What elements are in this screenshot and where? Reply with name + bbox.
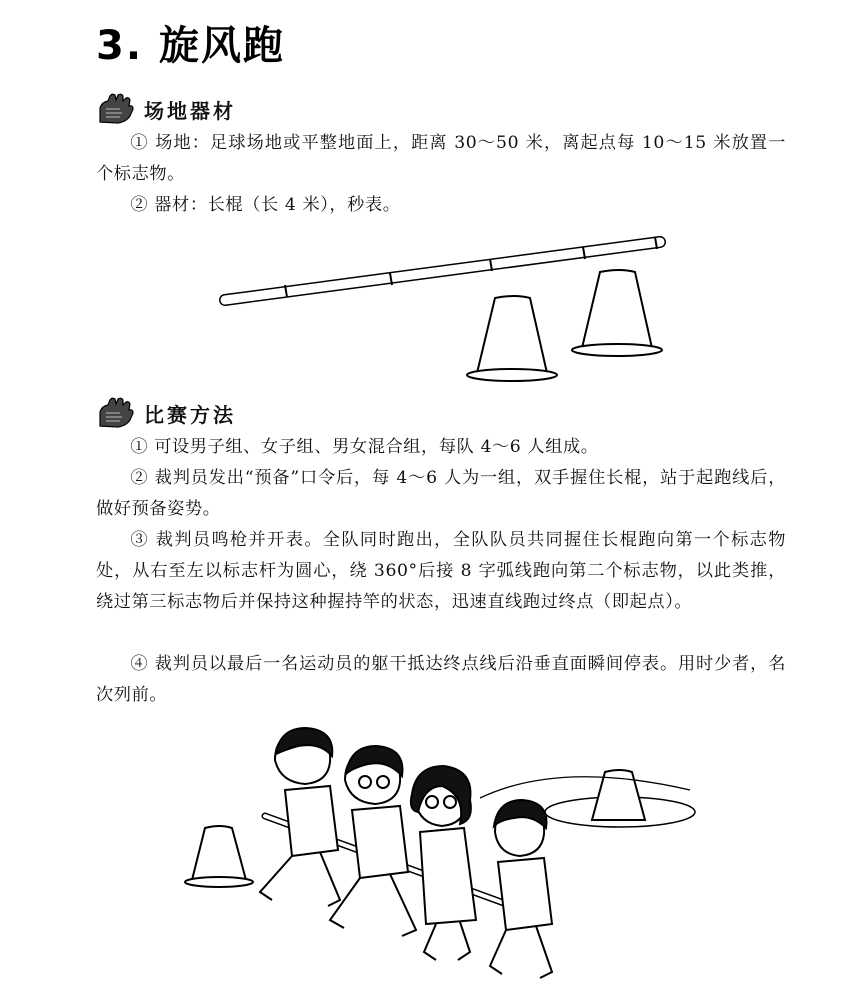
pole-and-cones-illustration [215, 228, 675, 388]
pointing-hand-icon [96, 92, 136, 126]
paragraph: ① 场地：足球场地或平整地面上，距离 30～50 米，离起点每 10～15 米放置一个标志物。 [96, 133, 786, 184]
team-running-illustration [180, 720, 720, 990]
paragraph: ③ 裁判员鸣枪并开表。全队同时跑出，全队队员共同握住长棍跑向第一个标志物处，从右至左以标志杆为圆心，绕 360°后接 8 字弧线跑向第二个标志物，以此类推，绕过第三标志物后并保持这种握持竿的状态，迅速直线跑过终点（即起点）。 [96, 530, 786, 612]
cone-icon [467, 296, 557, 381]
cone-icon [572, 270, 662, 356]
paragraph: ② 裁判员发出“预备”口令后，每 4～6 人为一组，双手握住长棍，站于起跑线后，做好预备姿势。 [96, 468, 786, 519]
runner-icon [490, 800, 552, 978]
section-heading-label: 比赛方法 [144, 402, 236, 427]
paragraph: ① 可设男子组、女子组、男女混合组，每队 4～6 人组成。 [130, 437, 599, 457]
paragraph: ② 器材：长棍（长 4 米），秒表。 [130, 195, 401, 215]
pointing-hand-icon [96, 396, 136, 430]
runner-icon [411, 766, 476, 960]
paragraph: ④ 裁判员以最后一名运动员的躯干抵达终点线后沿垂直面瞬间停表。用时少者，名次列前。 [96, 654, 786, 705]
section-heading-label: 场地器材 [144, 98, 236, 123]
section-heading-venue [96, 92, 236, 126]
section-heading-method [96, 396, 236, 430]
page-title: 3. 旋风跑 [96, 23, 285, 69]
cone-icon [185, 826, 253, 887]
